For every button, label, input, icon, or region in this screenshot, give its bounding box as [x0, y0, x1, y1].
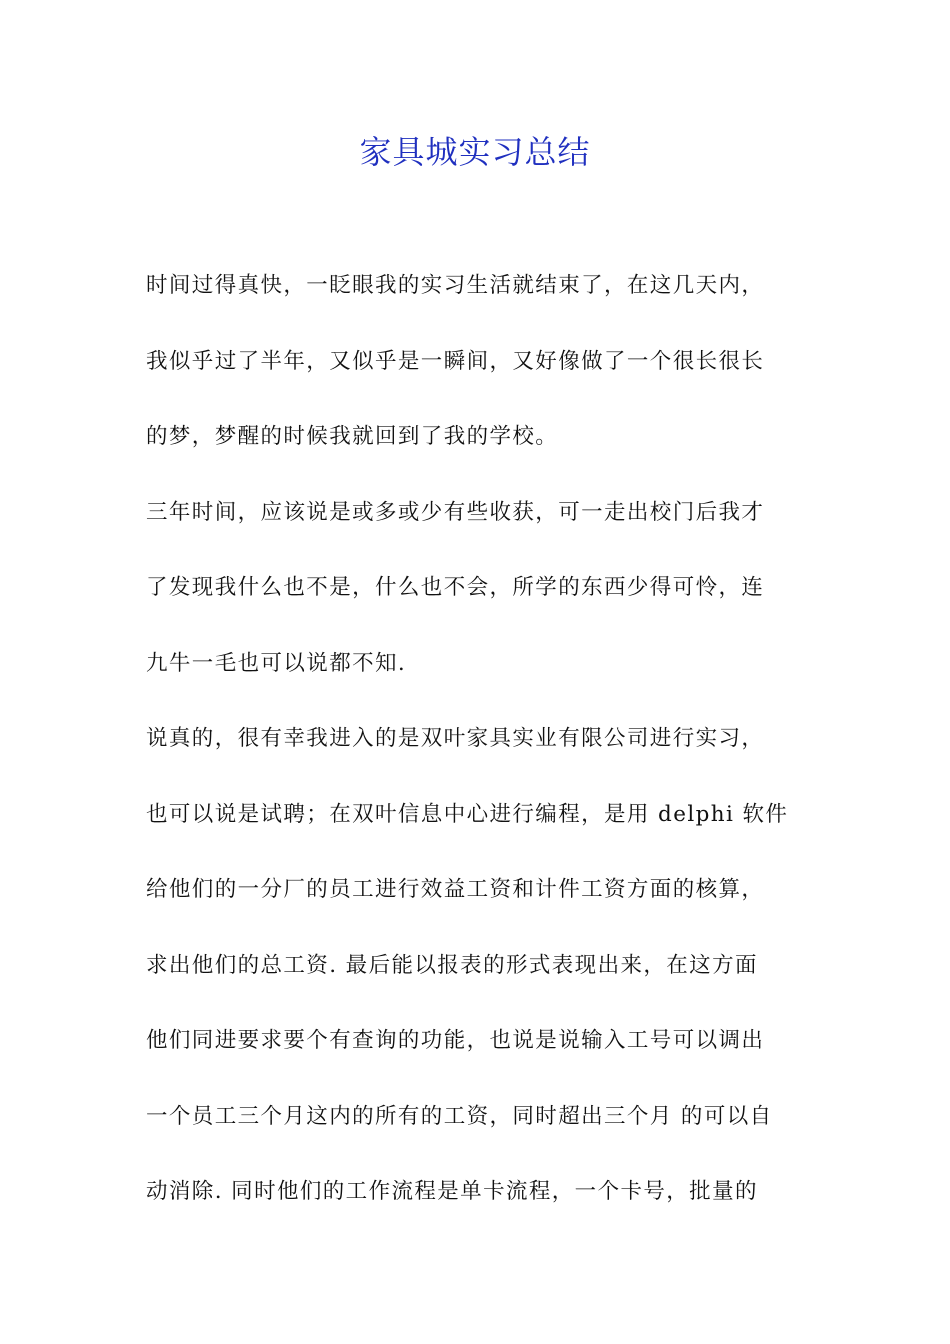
body-line: 动消除. 同时他们的工作流程是单卡流程，一个卡号，批量的 [146, 1179, 758, 1204]
body-line: 九牛一毛也可以说都不知. [146, 650, 407, 676]
body-line: 的梦，梦醒的时候我就回到了我的学校。 [146, 424, 559, 449]
body-line: 三年时间，应该说是或多或少有些收获，可一走出校门后我才 [146, 499, 765, 525]
body-line: 说真的，很有幸我进入的是双叶家具实业有限公司进行实习， [146, 726, 765, 751]
body-line: 我似乎过了半年，又似乎是一瞬间，又好像做了一个很长很长 [146, 348, 765, 374]
body-line: 他们同进要求要个有查询的功能，也说是说输入工号可以调出 [146, 1028, 765, 1053]
document-body [146, 262, 808, 1244]
body-line: 了发现我什么也不是，什么也不会，所学的东西少得可怜，连 [146, 575, 765, 600]
body-line: 也可以说是试聘；在双叶信息中心进行编程，是用 delphi 软件 [146, 801, 789, 827]
body-line: 给他们的一分厂的员工进行效益工资和计件工资方面的核算， [146, 877, 765, 902]
body-line: 求出他们的总工资. 最后能以报表的形式表现出来，在这方面 [146, 952, 758, 978]
document-title: 家具城实习总结 [359, 133, 591, 171]
body-line: 一个员工三个月这内的所有的工资，同时超出三个月 的可以自 [146, 1103, 773, 1129]
body-line: 时间过得真快，一眨眼我的实习生活就结束了，在这几天内， [146, 273, 765, 298]
